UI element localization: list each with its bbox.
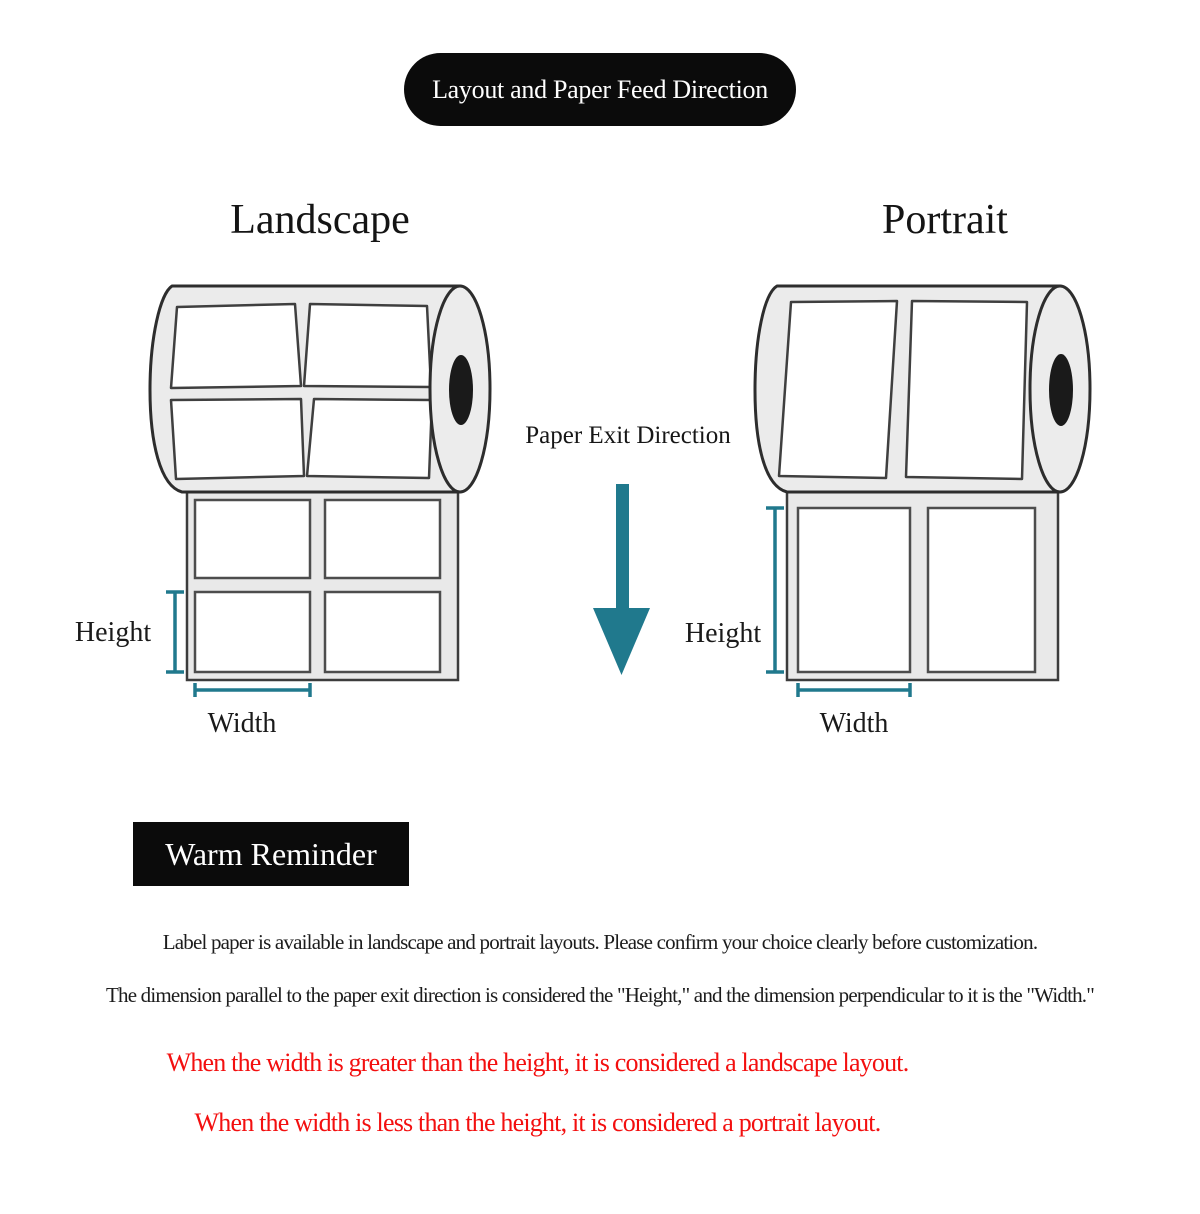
title-banner <box>404 53 796 126</box>
landscape-strip-label-cell <box>195 592 310 672</box>
title-banner-label: Layout and Paper Feed Direction <box>432 74 768 104</box>
portrait-strip-label-cell <box>798 508 910 672</box>
arrow-shaft <box>616 484 629 612</box>
portrait-width-label: Width <box>819 708 889 739</box>
roll-label-cell <box>171 399 304 479</box>
portrait-height-measure <box>766 508 784 672</box>
highlight-line-portrait-rule: When the width is less than the height, it is considered a portrait layout. <box>194 1108 881 1137</box>
info-line: Label paper is available in landscape and portrait layouts. Please confirm your choice clearly before customization. <box>162 930 1038 954</box>
roll-label-cell <box>906 301 1027 479</box>
roll-label-cell <box>779 301 897 478</box>
roll-label-cell <box>304 304 431 387</box>
roll-label-cell <box>307 399 432 478</box>
portrait-height-label: Height <box>684 618 762 649</box>
warm-reminder-box <box>133 822 409 886</box>
landscape-strip-label-cell <box>325 592 440 672</box>
portrait-roll-diagram <box>660 280 1100 760</box>
portrait-width-measure <box>798 683 910 697</box>
arrow-head <box>593 608 650 675</box>
paper-exit-arrow-icon <box>580 478 670 683</box>
portrait-strip-label-cell <box>928 508 1035 672</box>
landscape-roll-core <box>449 355 473 425</box>
paper-exit-label: Paper Exit Direction <box>525 422 731 449</box>
landscape-roll-diagram <box>60 280 500 760</box>
landscape-heading: Landscape <box>230 197 410 243</box>
highlight-line-landscape-rule: When the width is greater than the height, it is considered a landscape layout. <box>166 1048 909 1077</box>
warm-reminder-label: Warm Reminder <box>165 835 377 872</box>
landscape-strip-label-cell <box>195 500 310 578</box>
roll-label-cell <box>171 304 301 388</box>
portrait-roll-core <box>1049 354 1073 426</box>
landscape-width-label: Width <box>207 708 277 739</box>
landscape-height-label: Height <box>74 617 152 648</box>
landscape-height-measure <box>166 592 184 672</box>
portrait-heading: Portrait <box>882 197 1008 243</box>
info-line: The dimension parallel to the paper exit direction is considered the "Height," and the dimension perpendicular to it is the "Width." <box>105 983 1095 1007</box>
landscape-width-measure <box>195 683 310 697</box>
landscape-strip-label-cell <box>325 500 440 578</box>
